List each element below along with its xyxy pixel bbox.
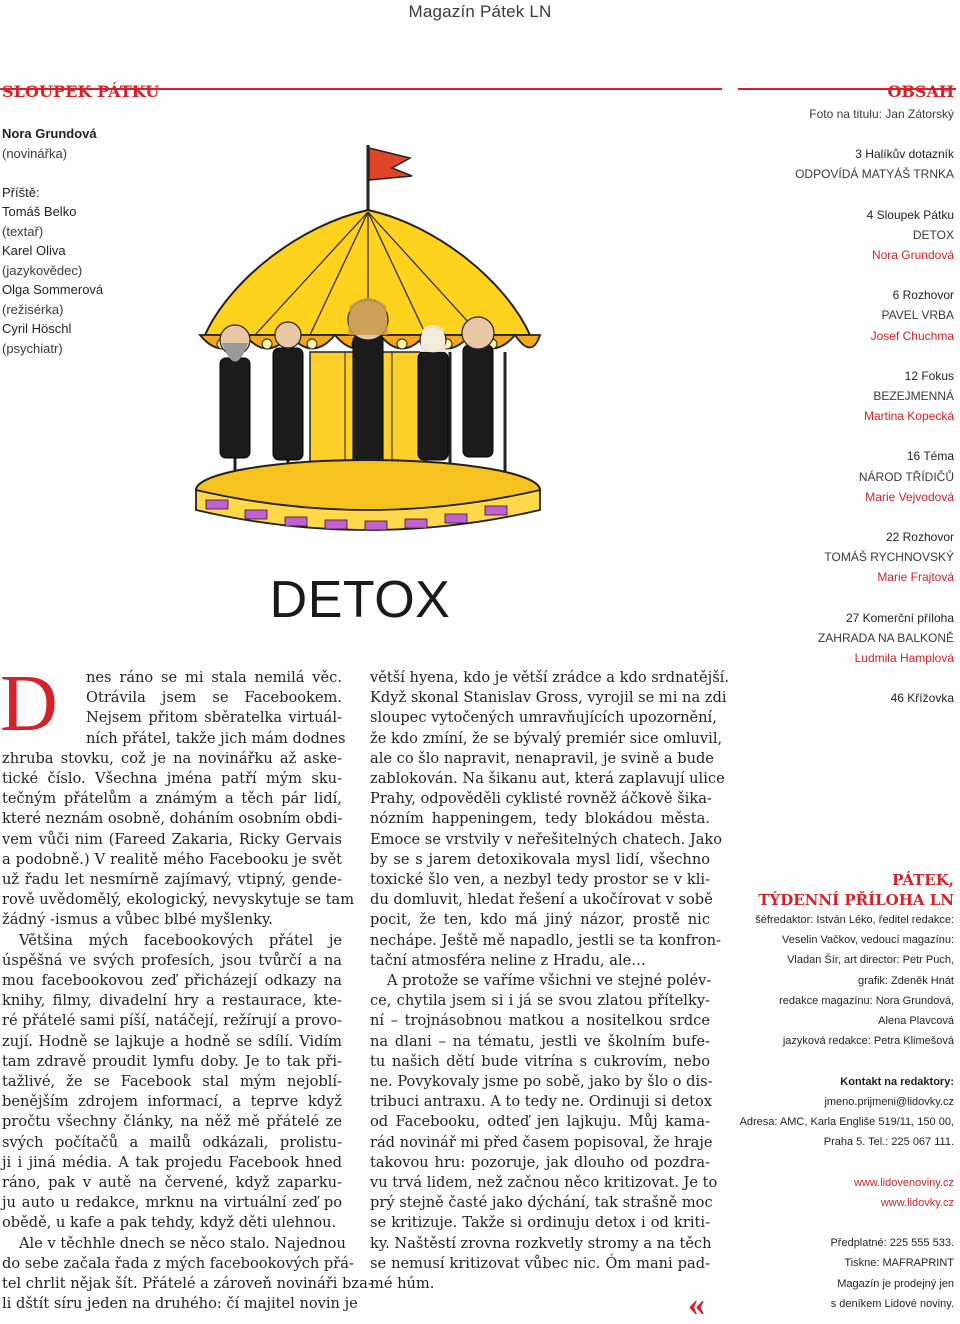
next-author-name: Tomáš Belko: [2, 204, 77, 219]
author-role: (novinářka): [2, 145, 68, 161]
text-line: úspěšná ve svých profesích, jsou tvůrčí a na: [2, 951, 342, 969]
toc-item[interactable]: [736, 527, 954, 588]
text-line: Otrávila jsem se Facebookem.: [86, 689, 342, 707]
text-line: tam zdravě proudit lymfu doby. Je to tak při-: [2, 1052, 342, 1070]
masthead-line: šéfredaktor: István Léko, ředitel redakce:: [755, 914, 954, 926]
text-line: tribuci antraxu. A to tedy ne. Ordinuji si detox: [370, 1093, 713, 1111]
text-line: mou facebookovou zeď přicházejí odkazy na: [2, 972, 342, 990]
toc-author: Martina Kopecká: [863, 409, 954, 424]
article-column-left: [2, 668, 373, 1315]
text-line: by se s jarem detoxikovala mysl lidí, všechno: [370, 850, 710, 868]
subscription-line: Předplatné: 225 555 533.: [830, 1237, 954, 1250]
masthead-line: Veselin Vačkov, vedoucí magazínu:: [781, 934, 954, 947]
drop-cap: D: [0, 660, 58, 748]
text-line: obědě, u kafe a pak tehdy, když děti ulehnou.: [2, 1214, 337, 1232]
toc-sub: ZAHRADA NA BALKONĚ: [817, 630, 954, 645]
toc-item[interactable]: [736, 205, 954, 266]
text-line: ních přátel, takže jich mám dodnes: [86, 729, 346, 747]
text-line: tické číslo. Všechna jména patří mým sku-: [2, 770, 342, 788]
text-line: prý stejně časté jako dýchání, tak strašně moc: [370, 1194, 713, 1212]
toc-author: Marie Frajtová: [877, 570, 954, 585]
article-title: DETOX: [269, 571, 451, 629]
text-line: vem vůči nim (Fareed Zakaria, Ricky Gervais: [2, 830, 342, 848]
toc-page: 6 Rozhovor: [892, 288, 954, 303]
toc-page: 3 Halíkův dotazník: [855, 147, 954, 162]
text-line: zablokován. Na šikanu aut, která zaplavují ulice: [370, 770, 725, 788]
article-column-right: [370, 668, 729, 1294]
toc-page: 12 Fokus: [904, 368, 954, 383]
toc-item[interactable]: [736, 608, 954, 669]
address-line: Adresa: AMC, Karla Engliše 519/11, 150 00,: [739, 1116, 954, 1129]
text-line: Když skonal Stanislav Gross, vyrojil se mi na zdi: [370, 689, 727, 707]
masthead-line: redakce magazínu: Nora Grundová,: [779, 994, 954, 1007]
text-line: se nemusí kritizovat vůbec nic. Óm mani pad-: [370, 1254, 710, 1272]
text-line: které neznám osobně, doháním osobním obdi-: [2, 810, 343, 828]
text-line: ní – trojnásobnou matkou a nositelkou srdce: [370, 1012, 710, 1030]
text-line: tečným přátelům a známým a těch pár lidí,: [2, 790, 342, 808]
toc-author: Josef Chuchma: [870, 328, 954, 343]
toc-item[interactable]: [736, 366, 954, 427]
text-line: na dlani – na tématu, jestli ve školním bufe-: [370, 1032, 710, 1050]
text-line: knihy, filmy, divadelní hry a restaurace, kte-: [2, 992, 342, 1010]
masthead-line: Vladan Šír, art director: Petr Puch,: [787, 954, 954, 967]
sale-note: Magazín je prodejný jen: [837, 1277, 954, 1290]
printer-line: Tiskne: MAFRAPRINT: [844, 1257, 954, 1270]
text-line: rově uvědomělý, ekologický, nevyskytuje se tam: [2, 891, 355, 909]
text-line: větší hyena, kdo je větší zrádce a kdo srdnatější.: [370, 669, 729, 686]
text-line: rád novinář mi před časem popisoval, že hraje: [370, 1133, 713, 1151]
text-line: že kdo zmíní, že se bývalý premiér sice omluvil,: [370, 729, 723, 747]
toc-sub: BEZEJMENNÁ: [873, 389, 954, 404]
masthead-title: [736, 870, 954, 910]
contact-email[interactable]: jmeno.prijmeni@lidovky.cz: [824, 1095, 954, 1108]
masthead-line: jazyková redakce: Petra Klimešová: [782, 1035, 954, 1048]
contact-heading: Kontakt na redaktory:: [840, 1075, 954, 1088]
text-line: ju auto u redakce, mrknu na virtuální zeď po: [2, 1194, 342, 1212]
next-author-name: Karel Oliva: [2, 243, 66, 258]
toc-page: 16 Téma: [906, 449, 954, 464]
text-line: pročtu všechny články, na něž mě přátelé ze: [2, 1113, 342, 1131]
text-line: tel chrlit nějak šít. Přátelé a zároveň novináři bza-: [2, 1275, 373, 1293]
text-line: mé húm.: [370, 1275, 435, 1293]
text-line: ne. Povykovaly jsme po sobě, jako by šlo o dis-: [370, 1073, 713, 1091]
text-line: zhruba stovku, což je na novinářku až aske-: [2, 749, 342, 767]
text-line: nózním happeningem, tedy blokádou města.: [370, 810, 710, 828]
text-line: A protože se vaříme všichni ve stejné polév-: [387, 972, 712, 990]
website-link[interactable]: www.lidovenoviny.cz: [853, 1176, 954, 1189]
cover-credit: Foto na titulu: Jan Zátorský: [809, 107, 954, 121]
toc-item[interactable]: [736, 688, 954, 708]
text-line: ji i jiná média. A tak projedu Facebook hned: [2, 1153, 342, 1171]
text-line: od Facebooku, odteď jen lajkuju. Můj kama-: [370, 1113, 710, 1131]
text-line: vu trvá lidem, než začnou něco kritizovat. Je to: [370, 1174, 718, 1192]
toc-page: 27 Komerční příloha: [845, 610, 954, 625]
text-line: pocit, že ten, kdo má jiný názor, prostě nic: [370, 911, 710, 929]
masthead-spacer: [736, 1051, 954, 1071]
text-line: du domluvit, hledat řešení a ukočírovat v sobě: [370, 891, 713, 909]
end-mark: «: [688, 1286, 705, 1323]
text-line: tační atmosféra neline z Hradu, ale…: [370, 951, 646, 969]
text-line: sloupec vytočených umravňujících upozornění,: [370, 709, 717, 727]
column-kicker: SLOUPEK PÁTKU: [2, 82, 160, 101]
text-line: li dštít síru jeden na druhého: čí majitel novin je: [2, 1295, 358, 1313]
text-line: do sebe začala řada z mých facebookových přá-: [2, 1254, 354, 1272]
toc-author: Ludmila Hamplová: [854, 651, 954, 666]
text-line: ky. Naštěstí zrovna rozkvetly stromy a na těch: [370, 1234, 712, 1252]
next-author-name: Olga Sommerová: [2, 282, 104, 297]
masthead-title-line: TÝDENNÍ PŘÍLOHA LN: [758, 891, 954, 909]
author-block: [2, 124, 152, 358]
text-line: toxické šlo ven, a nezbyl tedy prostor se v kli-: [370, 871, 710, 889]
contents-heading: OBSAH: [887, 82, 954, 101]
text-line: Prahy, odpověděli cyklisté rovněž áčkově šika-: [370, 790, 712, 808]
text-line: ré přátelé sami píší, natáčejí, režírují a provo-: [2, 1012, 342, 1030]
toc-sub: DETOX: [912, 227, 954, 242]
text-line: ale co šlo napravit, nenapravil, je svině a bude: [370, 749, 714, 767]
text-line: a podobně.) V realitě mého Facebooku je svět: [2, 850, 342, 868]
magazine-header: Magazín Pátek LN: [408, 2, 552, 21]
next-author-role: (režisérka): [2, 301, 64, 317]
text-line: žádný -ismus a vůbec blbé myšlenky.: [2, 911, 273, 929]
text-line: se kritizuje. Takže si ordinuju detox i od kriti-: [370, 1214, 710, 1232]
text-line: Ale v těchhle dnech se něco stalo. Najednou: [19, 1234, 346, 1252]
text-line: nechápe. Ještě mě napadlo, jestli se ta konfron-: [370, 931, 721, 949]
toc-sub: TOMÁŠ RYCHNOVSKÝ: [824, 550, 954, 565]
masthead-spacer: [736, 1213, 954, 1233]
text-line: nes ráno se mi stala nemilá věc.: [86, 669, 342, 686]
toc-author: Nora Grundová: [871, 248, 954, 263]
masthead-line: grafik: Zdeněk Hnát: [858, 974, 954, 987]
sale-note: s deníkem Lidové noviny.: [830, 1297, 954, 1310]
next-author-role: (textař): [2, 223, 44, 239]
toc-sub: NÁROD TŘÍDIČŮ: [858, 469, 954, 484]
text-line: Většina mých facebookových přátel je: [19, 931, 342, 949]
masthead-title-line: PÁTEK,: [892, 871, 954, 889]
toc-page: 22 Rozhovor: [885, 530, 954, 545]
toc-item[interactable]: [736, 285, 954, 346]
text-line: benějším zdrojem informací, a teprve když: [2, 1093, 342, 1111]
next-author-role: (jazykovědec): [2, 262, 83, 278]
text-line: ce, chytila jsem si i já se svou zlatou přítelky-: [370, 992, 710, 1010]
text-line: zují. Hodně se lajkuje a hodně se sdílí. Vidím: [2, 1032, 342, 1050]
toc-item[interactable]: [736, 144, 954, 184]
next-author-name: Cyril Höschl: [2, 321, 72, 336]
text-line: takovou hru: pozoruje, jak dlouho od pozdra-: [370, 1153, 710, 1171]
text-line: tu našich dětí bude vitrína s cukrovím, nebo: [370, 1052, 710, 1070]
contents-sidebar: [736, 80, 954, 728]
author-name: Nora Grundová: [2, 126, 97, 141]
text-line: svých počítačů a mailů odkázali, prolistu-: [2, 1133, 342, 1151]
carousel-illustration: [160, 130, 590, 550]
toc-item[interactable]: [736, 446, 954, 507]
text-line: tažlivé, že se Facebook stal mým nejoblí-: [2, 1073, 342, 1091]
text-line: Nejsem přitom sběratelka virtuál-: [86, 709, 342, 727]
toc-sub: PAVEL VRBA: [881, 308, 954, 323]
text-line: Emoce se vrstvily v neřešitelných chatech. Jako: [370, 830, 723, 848]
next-label: Příště:: [2, 184, 40, 200]
address-line: Praha 5. Tel.: 225 067 111.: [823, 1136, 954, 1149]
text-line: ráno, pak v autě na červené, když zaparku-: [2, 1174, 342, 1192]
masthead-spacer: [736, 1152, 954, 1172]
toc-author: Marie Vejvodová: [865, 489, 954, 504]
text-line: už řadu let nesmírně zajímavý, vtipný, gende-: [2, 871, 342, 889]
next-author-role: (psychiatr): [2, 340, 63, 356]
website-link[interactable]: www.lidovky.cz: [880, 1196, 954, 1209]
toc-page: 46 Křížovka: [890, 691, 954, 706]
masthead: [736, 870, 954, 1314]
masthead-line: Alena Plavcová: [878, 1015, 954, 1028]
toc-page: 4 Sloupek Pátku: [866, 207, 954, 222]
toc-sub: ODPOVÍDÁ MATYÁŠ TRNKA: [795, 167, 954, 182]
